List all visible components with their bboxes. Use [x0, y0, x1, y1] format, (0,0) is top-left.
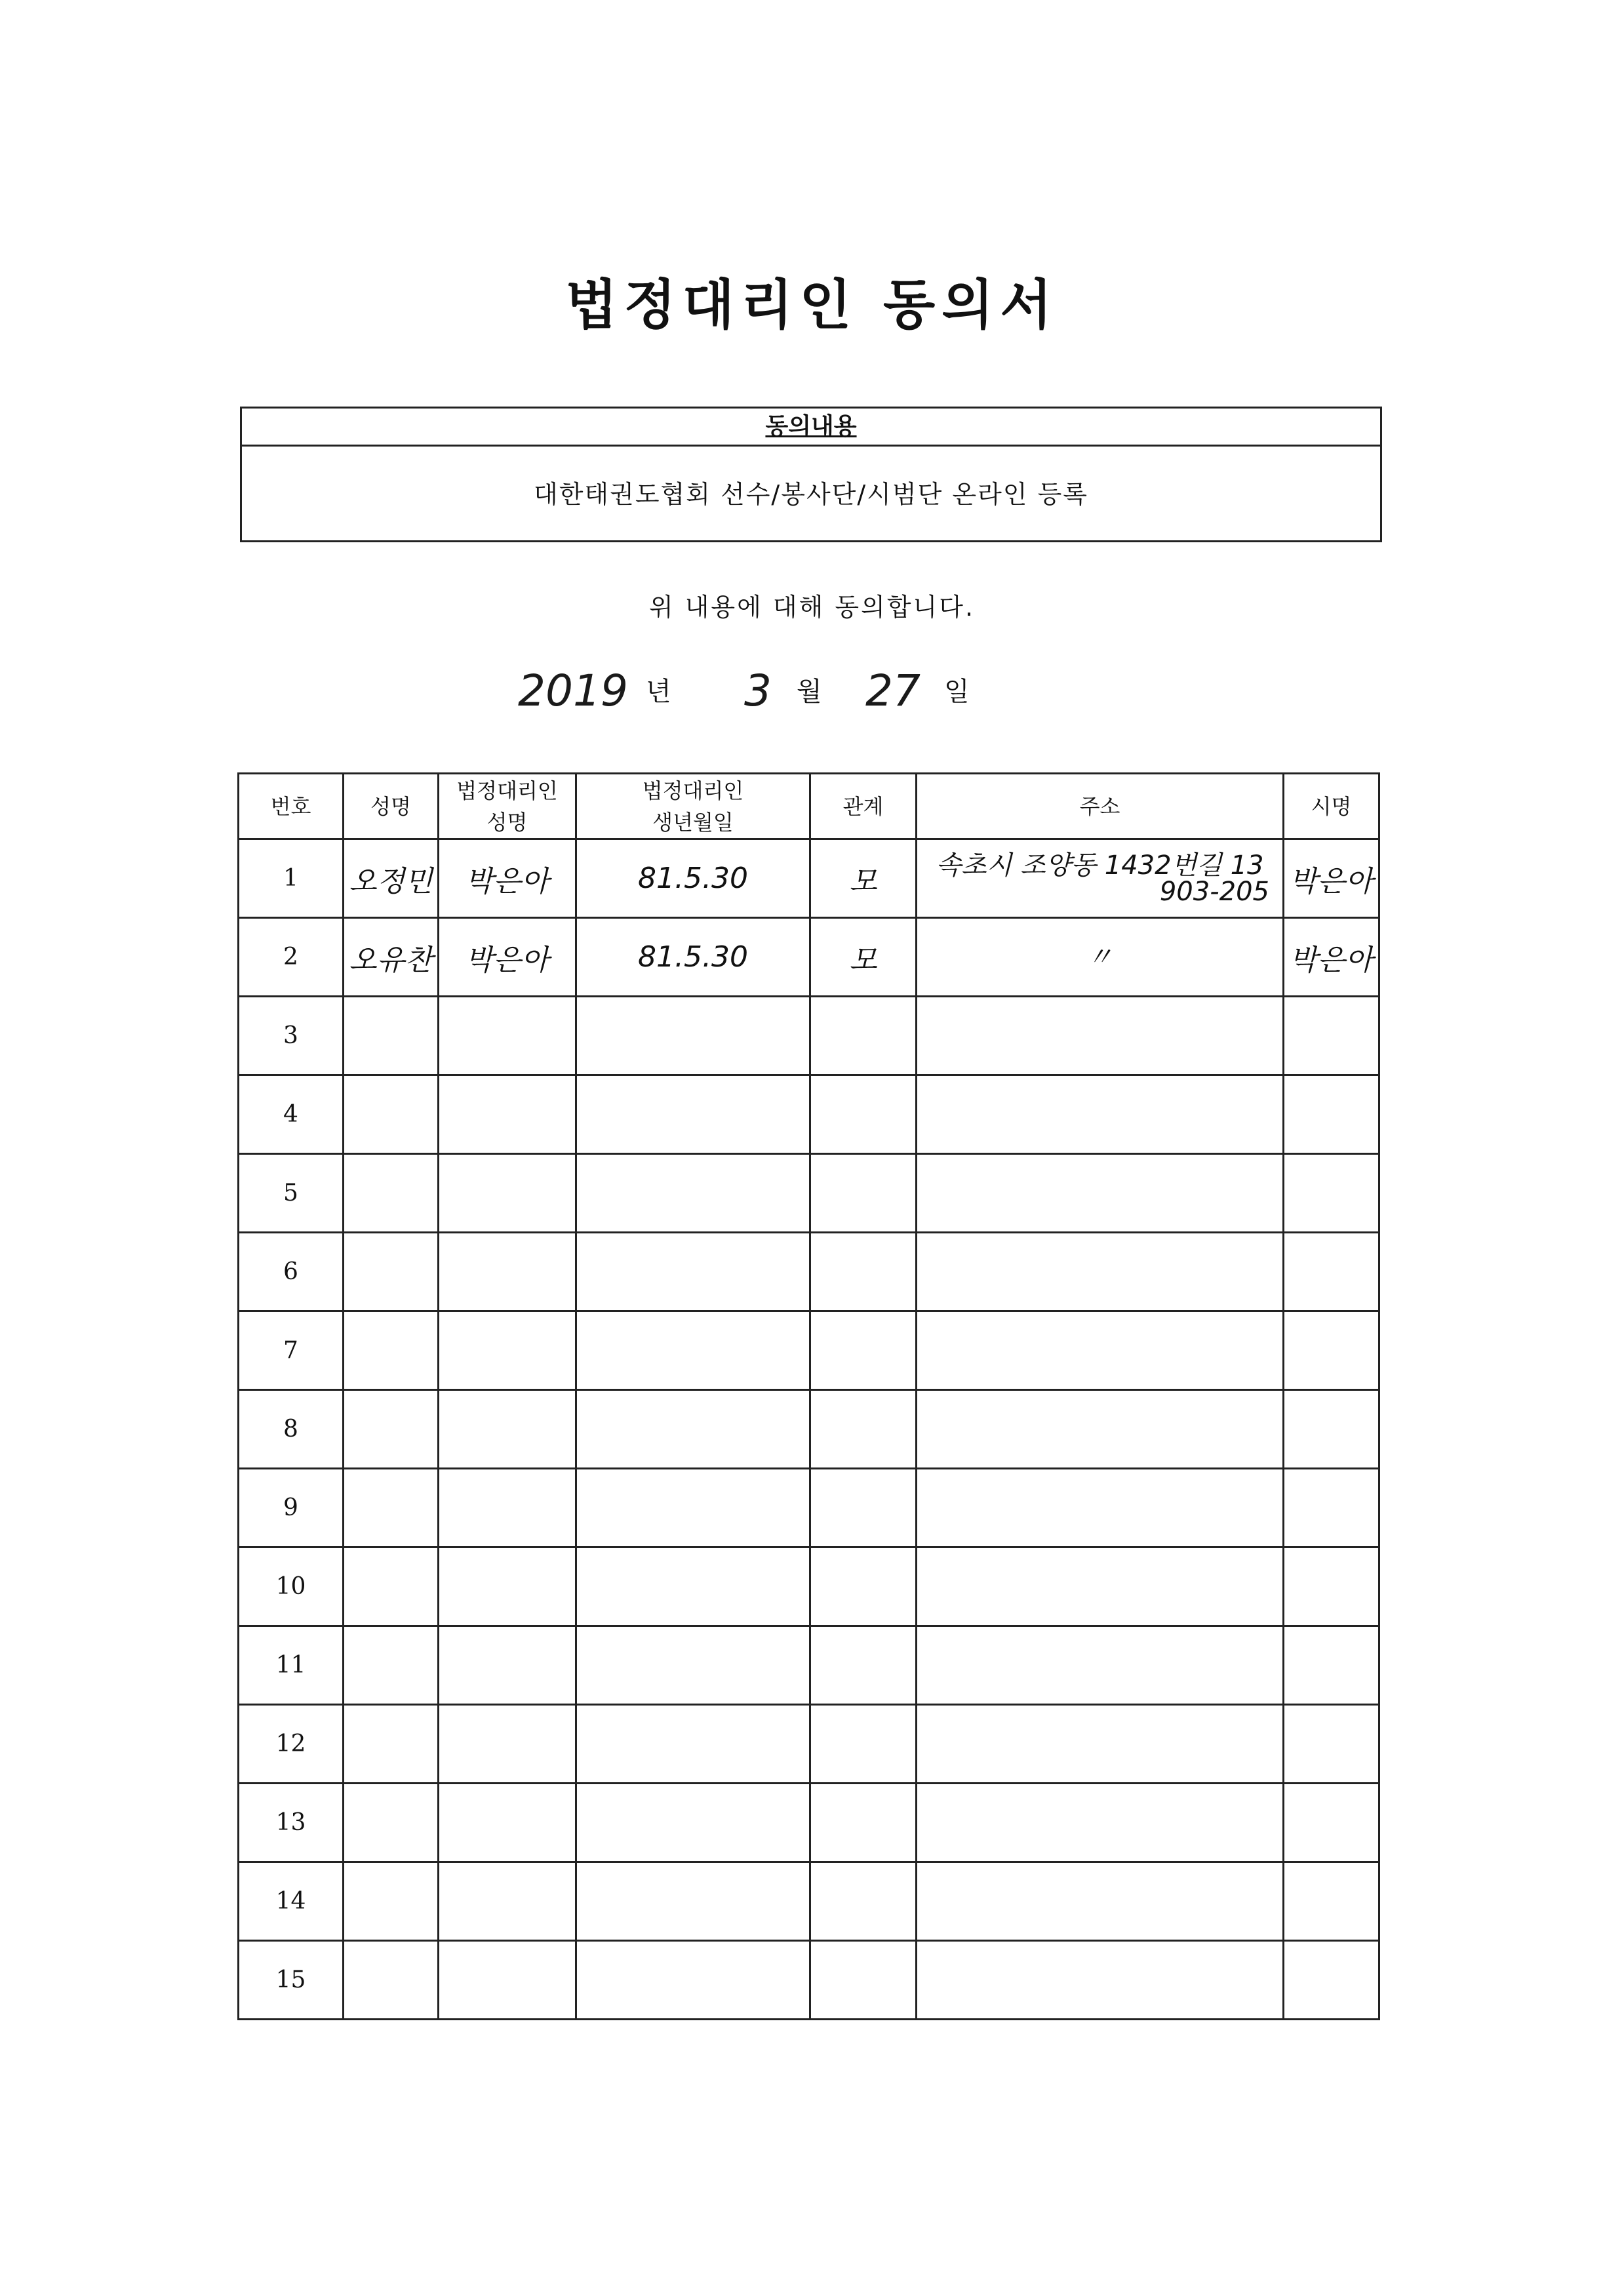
address-cell	[917, 1547, 1284, 1626]
relation-cell	[810, 1075, 917, 1154]
signature-cell: 박은아	[1284, 839, 1379, 918]
table-header-row	[239, 774, 1379, 839]
relation-cell	[810, 1154, 917, 1233]
table-row	[239, 1705, 1379, 1784]
table-row	[239, 1547, 1379, 1626]
table-row	[239, 1469, 1379, 1547]
date-day: 27	[865, 666, 921, 716]
guardian-birth-cell	[576, 1626, 810, 1705]
row-number-cell: 1	[239, 839, 344, 918]
header-guardian-birth	[576, 774, 810, 839]
consent-body: 대한태권도협회 선수/봉사단/시범단 온라인 등록	[533, 480, 1088, 509]
guardian-name-cell: 박은아	[439, 918, 576, 997]
guardian-name-cell	[439, 1626, 576, 1705]
address-cell	[917, 1233, 1284, 1311]
name-cell	[344, 1705, 439, 1784]
relation-cell	[810, 1705, 917, 1784]
address-cell	[917, 1075, 1284, 1154]
guardian-name-cell	[439, 1862, 576, 1941]
guardian-birth-cell	[576, 1862, 810, 1941]
signature-cell	[1284, 1626, 1379, 1705]
table-row	[239, 1784, 1379, 1862]
signature-cell	[1284, 1784, 1379, 1862]
address-cell	[917, 1941, 1284, 2020]
signature-cell	[1284, 1390, 1379, 1469]
header-guardian-birth-line2: 생년월일	[652, 809, 734, 835]
guardian-birth-cell	[576, 1311, 810, 1390]
row-number-cell: 13	[239, 1784, 344, 1862]
table-body	[239, 839, 1379, 2020]
row-number-cell: 2	[239, 918, 344, 997]
guardian-birth-cell	[576, 1075, 810, 1154]
row-number-cell: 4	[239, 1075, 344, 1154]
guardian-name-cell	[439, 1154, 576, 1233]
guardian-birth-cell	[576, 1233, 810, 1311]
date-year-unit: 년	[646, 677, 671, 707]
address-cell	[917, 1154, 1284, 1233]
name-cell	[344, 1941, 439, 2020]
address-cell	[917, 1469, 1284, 1547]
relation-cell: 모	[810, 839, 917, 918]
guardian-name-cell	[439, 1075, 576, 1154]
relation-cell	[810, 1862, 917, 1941]
table-row	[239, 1941, 1379, 2020]
guardian-birth-cell	[576, 1784, 810, 1862]
signature-cell	[1284, 1705, 1379, 1784]
address-cell	[917, 1311, 1284, 1390]
table-row	[239, 1390, 1379, 1469]
signature-cell	[1284, 997, 1379, 1075]
row-number-cell: 5	[239, 1154, 344, 1233]
header-address: 주소	[917, 774, 1284, 839]
date-year: 2019	[518, 666, 628, 716]
guardian-name-cell	[439, 1547, 576, 1626]
name-cell	[344, 1862, 439, 1941]
address-line-2: 903-205	[1159, 876, 1269, 907]
header-signature: 시명	[1284, 774, 1379, 839]
guardian-birth-cell	[576, 1941, 810, 2020]
signature-cell: 박은아	[1284, 918, 1379, 997]
consent-header: 동의내용	[242, 409, 1380, 447]
date-line	[0, 666, 1624, 725]
row-number-cell: 12	[239, 1705, 344, 1784]
row-number-cell: 10	[239, 1547, 344, 1626]
name-cell: 오유찬	[344, 918, 439, 997]
signature-cell	[1284, 1154, 1379, 1233]
table-row	[239, 918, 1379, 997]
date-month: 3	[744, 666, 772, 716]
address-cell	[917, 997, 1284, 1075]
signature-cell	[1284, 1547, 1379, 1626]
guardian-name-cell: 박은아	[439, 839, 576, 918]
row-number-cell: 14	[239, 1862, 344, 1941]
name-cell	[344, 1311, 439, 1390]
relation-cell	[810, 1941, 917, 2020]
address-cell	[917, 1390, 1284, 1469]
table-row	[239, 1311, 1379, 1390]
address-line-1: 〃	[1086, 942, 1113, 972]
address-cell	[917, 1705, 1284, 1784]
signature-cell	[1284, 1075, 1379, 1154]
guardian-name-cell	[439, 1784, 576, 1862]
table-row	[239, 1862, 1379, 1941]
guardian-name-cell	[439, 1469, 576, 1547]
name-cell	[344, 1390, 439, 1469]
signature-cell	[1284, 1233, 1379, 1311]
guardian-name-cell	[439, 997, 576, 1075]
address-line-1: 속초시 조양동 1432번길 13	[936, 850, 1264, 881]
signature-cell	[1284, 1311, 1379, 1390]
guardian-name-cell	[439, 1941, 576, 2020]
table-row	[239, 1075, 1379, 1154]
signature-cell	[1284, 1862, 1379, 1941]
date-day-unit: 일	[944, 677, 970, 707]
row-number-cell: 9	[239, 1469, 344, 1547]
signature-cell	[1284, 1941, 1379, 2020]
name-cell	[344, 1154, 439, 1233]
header-guardian-name-line2: 성명	[486, 809, 528, 835]
guardian-name-cell	[439, 1705, 576, 1784]
name-cell	[344, 1547, 439, 1626]
guardian-name-cell	[439, 1390, 576, 1469]
row-number-cell: 3	[239, 997, 344, 1075]
address-cell	[917, 1784, 1284, 1862]
table-row	[239, 997, 1379, 1075]
signature-cell	[1284, 1469, 1379, 1547]
row-number-cell: 11	[239, 1626, 344, 1705]
relation-cell	[810, 1311, 917, 1390]
guardian-birth-cell: 81.5.30	[576, 839, 810, 918]
page-title: 법정대리인 동의서	[565, 274, 1059, 336]
address-cell	[917, 839, 1284, 918]
table-row	[239, 839, 1379, 918]
name-cell	[344, 1784, 439, 1862]
address-cell	[917, 918, 1284, 997]
table-row	[239, 1233, 1379, 1311]
relation-cell	[810, 1469, 917, 1547]
relation-cell	[810, 1390, 917, 1469]
header-guardian-name	[439, 774, 576, 839]
relation-cell: 모	[810, 918, 917, 997]
name-cell	[344, 1075, 439, 1154]
consent-box	[240, 407, 1382, 542]
table-row	[239, 1154, 1379, 1233]
address-cell	[917, 1626, 1284, 1705]
relation-cell	[810, 1626, 917, 1705]
header-relation: 관계	[810, 774, 917, 839]
header-guardian-name-line1: 법정대리인	[456, 778, 558, 803]
table-row	[239, 1626, 1379, 1705]
guardian-name-cell	[439, 1233, 576, 1311]
agree-statement: 위 내용에 대해 동의합니다.	[648, 593, 976, 622]
row-number-cell: 8	[239, 1390, 344, 1469]
guardian-birth-cell	[576, 1547, 810, 1626]
guardian-birth-cell	[576, 1469, 810, 1547]
row-number-cell: 15	[239, 1941, 344, 2020]
guardian-name-cell	[439, 1311, 576, 1390]
relation-cell	[810, 997, 917, 1075]
name-cell	[344, 1469, 439, 1547]
guardian-birth-cell	[576, 997, 810, 1075]
row-number-cell: 7	[239, 1311, 344, 1390]
row-number-cell: 6	[239, 1233, 344, 1311]
name-cell: 오정민	[344, 839, 439, 918]
name-cell	[344, 997, 439, 1075]
relation-cell	[810, 1784, 917, 1862]
guardian-birth-cell	[576, 1705, 810, 1784]
guardian-birth-cell	[576, 1390, 810, 1469]
relation-cell	[810, 1233, 917, 1311]
date-month-unit: 월	[797, 677, 822, 707]
address-cell	[917, 1862, 1284, 1941]
name-cell	[344, 1233, 439, 1311]
header-no: 번호	[239, 774, 344, 839]
guardian-birth-cell	[576, 1154, 810, 1233]
registration-table	[237, 772, 1380, 2020]
guardian-birth-cell: 81.5.30	[576, 918, 810, 997]
header-guardian-birth-line1: 법정대리인	[642, 778, 744, 803]
header-name: 성명	[344, 774, 439, 839]
name-cell	[344, 1626, 439, 1705]
relation-cell	[810, 1547, 917, 1626]
